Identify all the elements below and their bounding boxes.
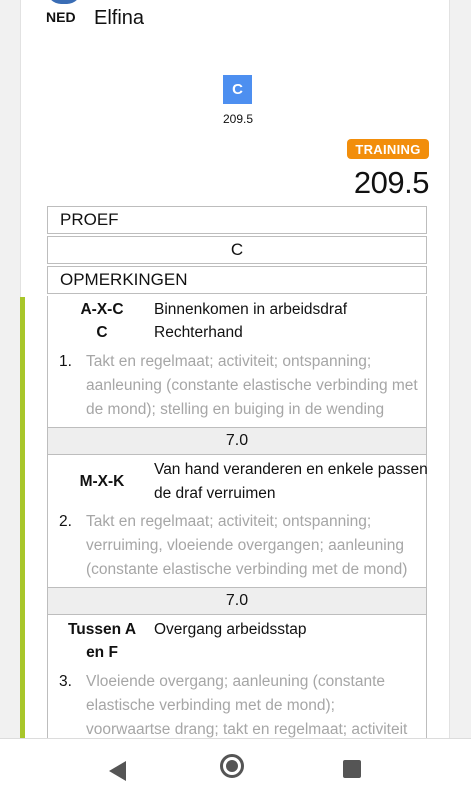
recent-apps-icon[interactable] xyxy=(343,760,361,778)
exercise-row[interactable] xyxy=(47,455,427,588)
judge-position-badge: C xyxy=(223,75,252,104)
exercise-criteria: Takt en regelmaat; activiteit; ontspanning; xyxy=(86,353,372,370)
sheet-border-right xyxy=(449,0,450,738)
exercise-number: 2. xyxy=(59,513,72,530)
home-icon[interactable] xyxy=(220,754,244,778)
nation-code: NED xyxy=(46,9,76,25)
training-badge: TRAINING xyxy=(347,139,429,159)
exercise-row[interactable] xyxy=(47,296,427,428)
exercise-criteria: elastische verbinding met de mond); xyxy=(86,697,335,714)
exercise-criteria: verruiming, vloeiende overgangen; aanleuning xyxy=(86,537,404,554)
test-header: PROEF xyxy=(47,206,427,234)
exercise-score[interactable]: 7.0 xyxy=(47,587,427,615)
back-icon[interactable] xyxy=(106,759,128,788)
exercise-row[interactable] xyxy=(47,615,427,738)
exercise-criteria: Vloeiende overgang; aanleuning (constante xyxy=(86,673,386,690)
exercise-letters: C xyxy=(96,324,108,341)
exercise-letters: en F xyxy=(86,644,118,661)
exercise-criteria: aanleuning (constante elastische verbinding met xyxy=(86,377,418,394)
exercise-number: 1. xyxy=(59,353,72,370)
completed-indicator-bar xyxy=(20,297,25,738)
exercise-letters: A-X-C xyxy=(80,301,124,318)
exercise-description: de draf verruimen xyxy=(154,485,276,502)
exercise-criteria: de mond); stelling en buiging in de wending xyxy=(86,401,385,418)
exercise-number: 3. xyxy=(59,673,72,690)
exercise-description: Van hand veranderen en enkele passen xyxy=(154,461,428,478)
exercise-description: Rechterhand xyxy=(154,324,243,341)
exercise-letters: M-X-K xyxy=(79,473,125,490)
exercise-description: Overgang arbeidsstap xyxy=(154,621,307,638)
rider-name: Elfina xyxy=(94,7,145,29)
total-score: 209.5 xyxy=(353,165,429,200)
exercise-description: Binnenkomen in arbeidsdraf xyxy=(154,301,348,318)
exercise-letters: Tussen A xyxy=(67,621,137,638)
remarks-header: OPMERKINGEN xyxy=(47,266,427,294)
nation-flag-icon xyxy=(47,0,81,4)
scoresheet[interactable] xyxy=(21,0,449,738)
exercise-criteria: Takt en regelmaat; activiteit; ontspanning; xyxy=(86,513,372,530)
judge-score: 209.5 xyxy=(222,112,254,126)
test-name: C xyxy=(47,236,427,264)
exercise-criteria: (constante elastische verbinding met de mond) xyxy=(86,561,408,578)
exercise-score[interactable]: 7.0 xyxy=(47,427,427,455)
android-nav-bar xyxy=(0,738,471,801)
exercise-criteria: voorwaartse drang; takt en regelmaat; activiteit xyxy=(86,721,408,738)
